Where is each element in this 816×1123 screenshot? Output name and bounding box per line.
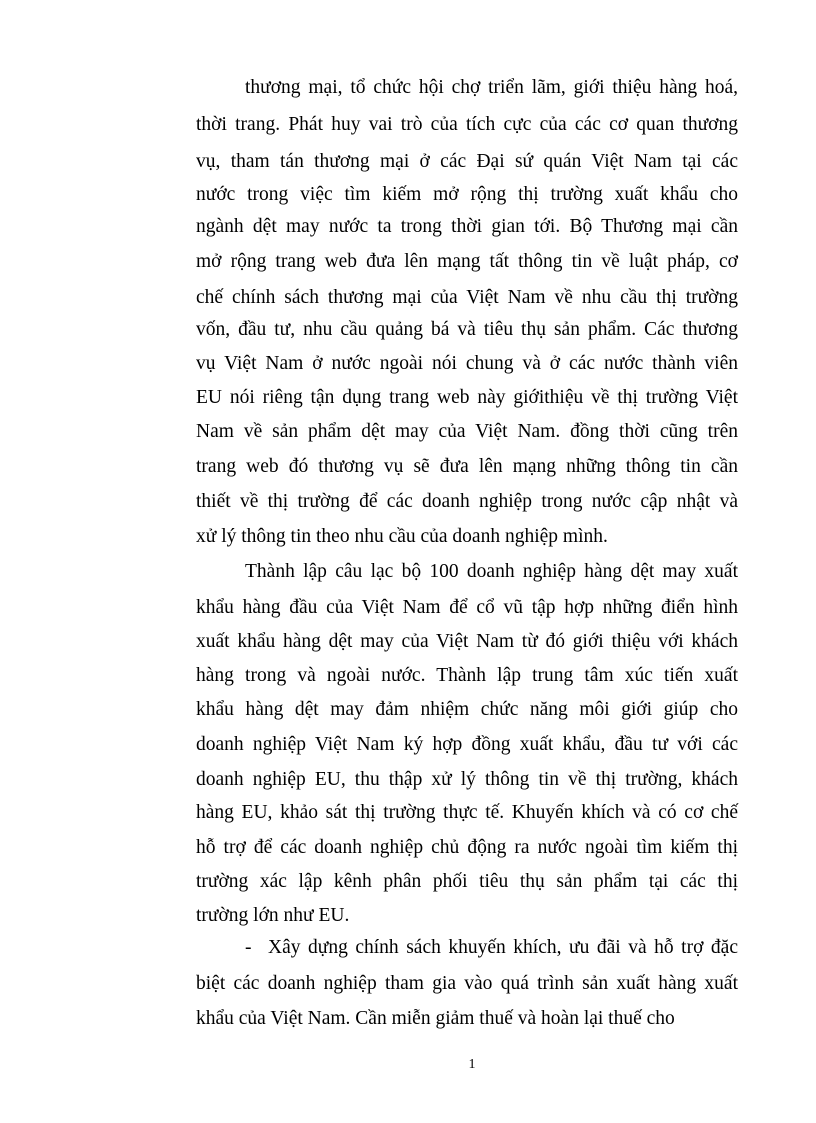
page-number: 1	[468, 1057, 476, 1072]
text-line: vụ, tham tán thương mại ở các Đại sứ quán Việt Nam tại các	[196, 151, 738, 172]
text-line: hỗ trợ để các doanh nghiệp chủ động ra nước ngoài tìm kiếm thị	[196, 837, 738, 858]
text-line: mở rộng trang web đưa lên mạng tất thông tin về luật pháp, cơ	[196, 251, 738, 272]
text-line: xuất khẩu hàng dệt may của Việt Nam từ đó giới thiệu với khách	[196, 631, 738, 652]
text-line: Xây dựng chính sách khuyến khích, ưu đãi và hỗ trợ đặc	[268, 937, 738, 958]
text-line: hàng trong và ngoài nước. Thành lập trung tâm xúc tiến xuất	[196, 665, 738, 686]
text-line: trường lớn như EU.	[196, 905, 350, 926]
bullet-dash: -	[245, 937, 252, 958]
text-line: xử lý thông tin theo nhu cầu của doanh nghiệp mình.	[196, 526, 608, 547]
text-line: thương mại, tổ chức hội chợ triển lãm, giới thiệu hàng hoá,	[245, 77, 738, 98]
text-line: khẩu hàng đầu của Việt Nam để cổ vũ tập hợp những điển hình	[196, 597, 738, 618]
text-line: hàng EU, khảo sát thị trường thực tế. Khuyến khích và có cơ chế	[196, 802, 738, 823]
text-line: khẩu hàng dệt may đảm nhiệm chức năng môi giới giúp cho	[196, 699, 738, 720]
text-line: doanh nghiệp EU, thu thập xử lý thông tin về thị trường, khách	[196, 769, 738, 790]
text-line: vụ Việt Nam ở nước ngoài nói chung và ở các nước thành viên	[196, 353, 738, 374]
text-line: Nam về sản phẩm dệt may của Việt Nam. đồng thời cũng trên	[196, 421, 738, 442]
text-line: trường xác lập kênh phân phối tiêu thụ sản phẩm tại các thị	[196, 871, 738, 892]
text-line: trang web đó thương vụ sẽ đưa lên mạng những thông tin cần	[196, 456, 738, 477]
text-line: thiết về thị trường để các doanh nghiệp trong nước cập nhật và	[196, 491, 738, 512]
text-line: Thành lập câu lạc bộ 100 doanh nghiệp hàng dệt may xuất	[245, 561, 738, 582]
text-line: khẩu của Việt Nam. Cần miễn giảm thuế và hoàn lại thuế cho	[196, 1008, 675, 1029]
text-line: vốn, đầu tư, nhu cầu quảng bá và tiêu thụ sản phẩm. Các thương	[196, 319, 738, 340]
text-line: thời trang. Phát huy vai trò của tích cực của các cơ quan thương	[196, 114, 738, 135]
text-line: doanh nghiệp Việt Nam ký hợp đồng xuất khẩu, đầu tư với các	[196, 734, 738, 755]
text-line: ngành dệt may nước ta trong thời gian tới. Bộ Thương mại cần	[196, 216, 738, 237]
text-line: nước trong việc tìm kiếm mở rộng thị trường xuất khẩu cho	[196, 184, 738, 205]
text-line: chế chính sách thương mại của Việt Nam về nhu cầu thị trường	[196, 287, 738, 308]
text-line: biệt các doanh nghiệp tham gia vào quá trình sản xuất hàng xuất	[196, 973, 738, 994]
text-line: EU nói riêng tận dụng trang web này giớithiệu về thị trường Việt	[196, 387, 738, 408]
